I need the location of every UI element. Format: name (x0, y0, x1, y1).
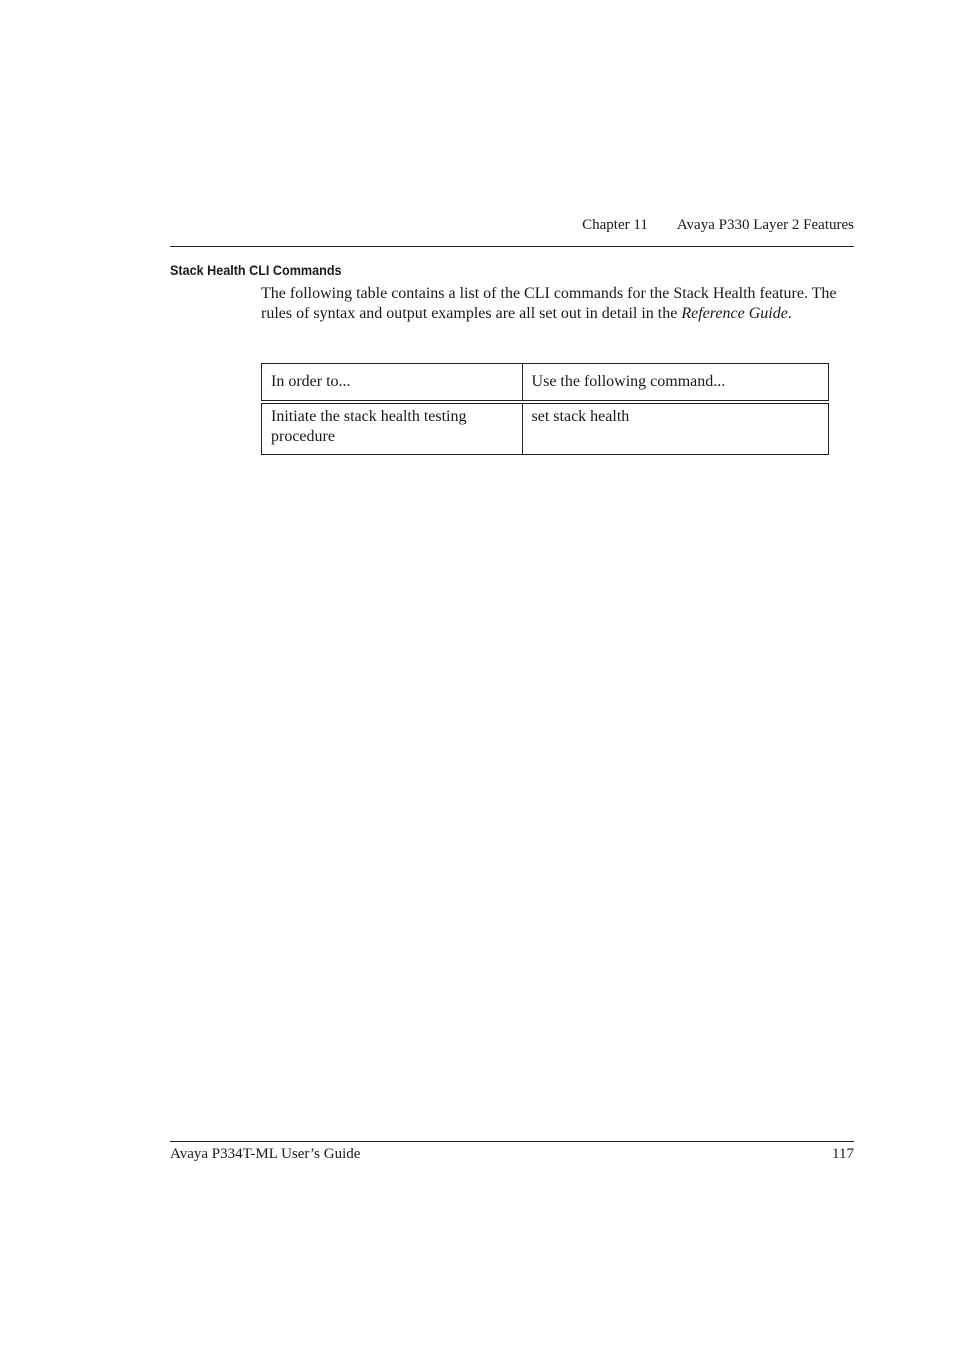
intro-text: The following table contains a list of the CLI commands for the Stack Health feature. The rules of syntax and output examples are all set out in detail in the (261, 285, 837, 322)
chapter-title: Avaya P330 Layer 2 Features (676, 217, 854, 233)
section-heading: Stack Health CLI Commands (170, 262, 342, 278)
intro-paragraph (261, 284, 861, 323)
intro-end: . (787, 304, 792, 322)
table-header-row (262, 364, 829, 403)
table-header-cell: In order to... (262, 364, 523, 403)
page-header (170, 215, 854, 247)
page-number: 117 (832, 1146, 854, 1162)
table-cell-action: Initiate the stack health testing procedure (262, 402, 523, 455)
chapter-label: Chapter 11 (582, 217, 648, 233)
header-text (582, 215, 854, 235)
table-cell-command: set stack health (522, 402, 828, 455)
cli-command-table (261, 363, 829, 455)
footer-guide-title: Avaya P334T-ML User’s Guide (170, 1146, 361, 1162)
table-header-cell: Use the following command... (522, 364, 828, 403)
page-footer (170, 1141, 854, 1162)
table-row (262, 402, 829, 455)
reference-guide-emphasis: Reference Guide (681, 304, 788, 322)
